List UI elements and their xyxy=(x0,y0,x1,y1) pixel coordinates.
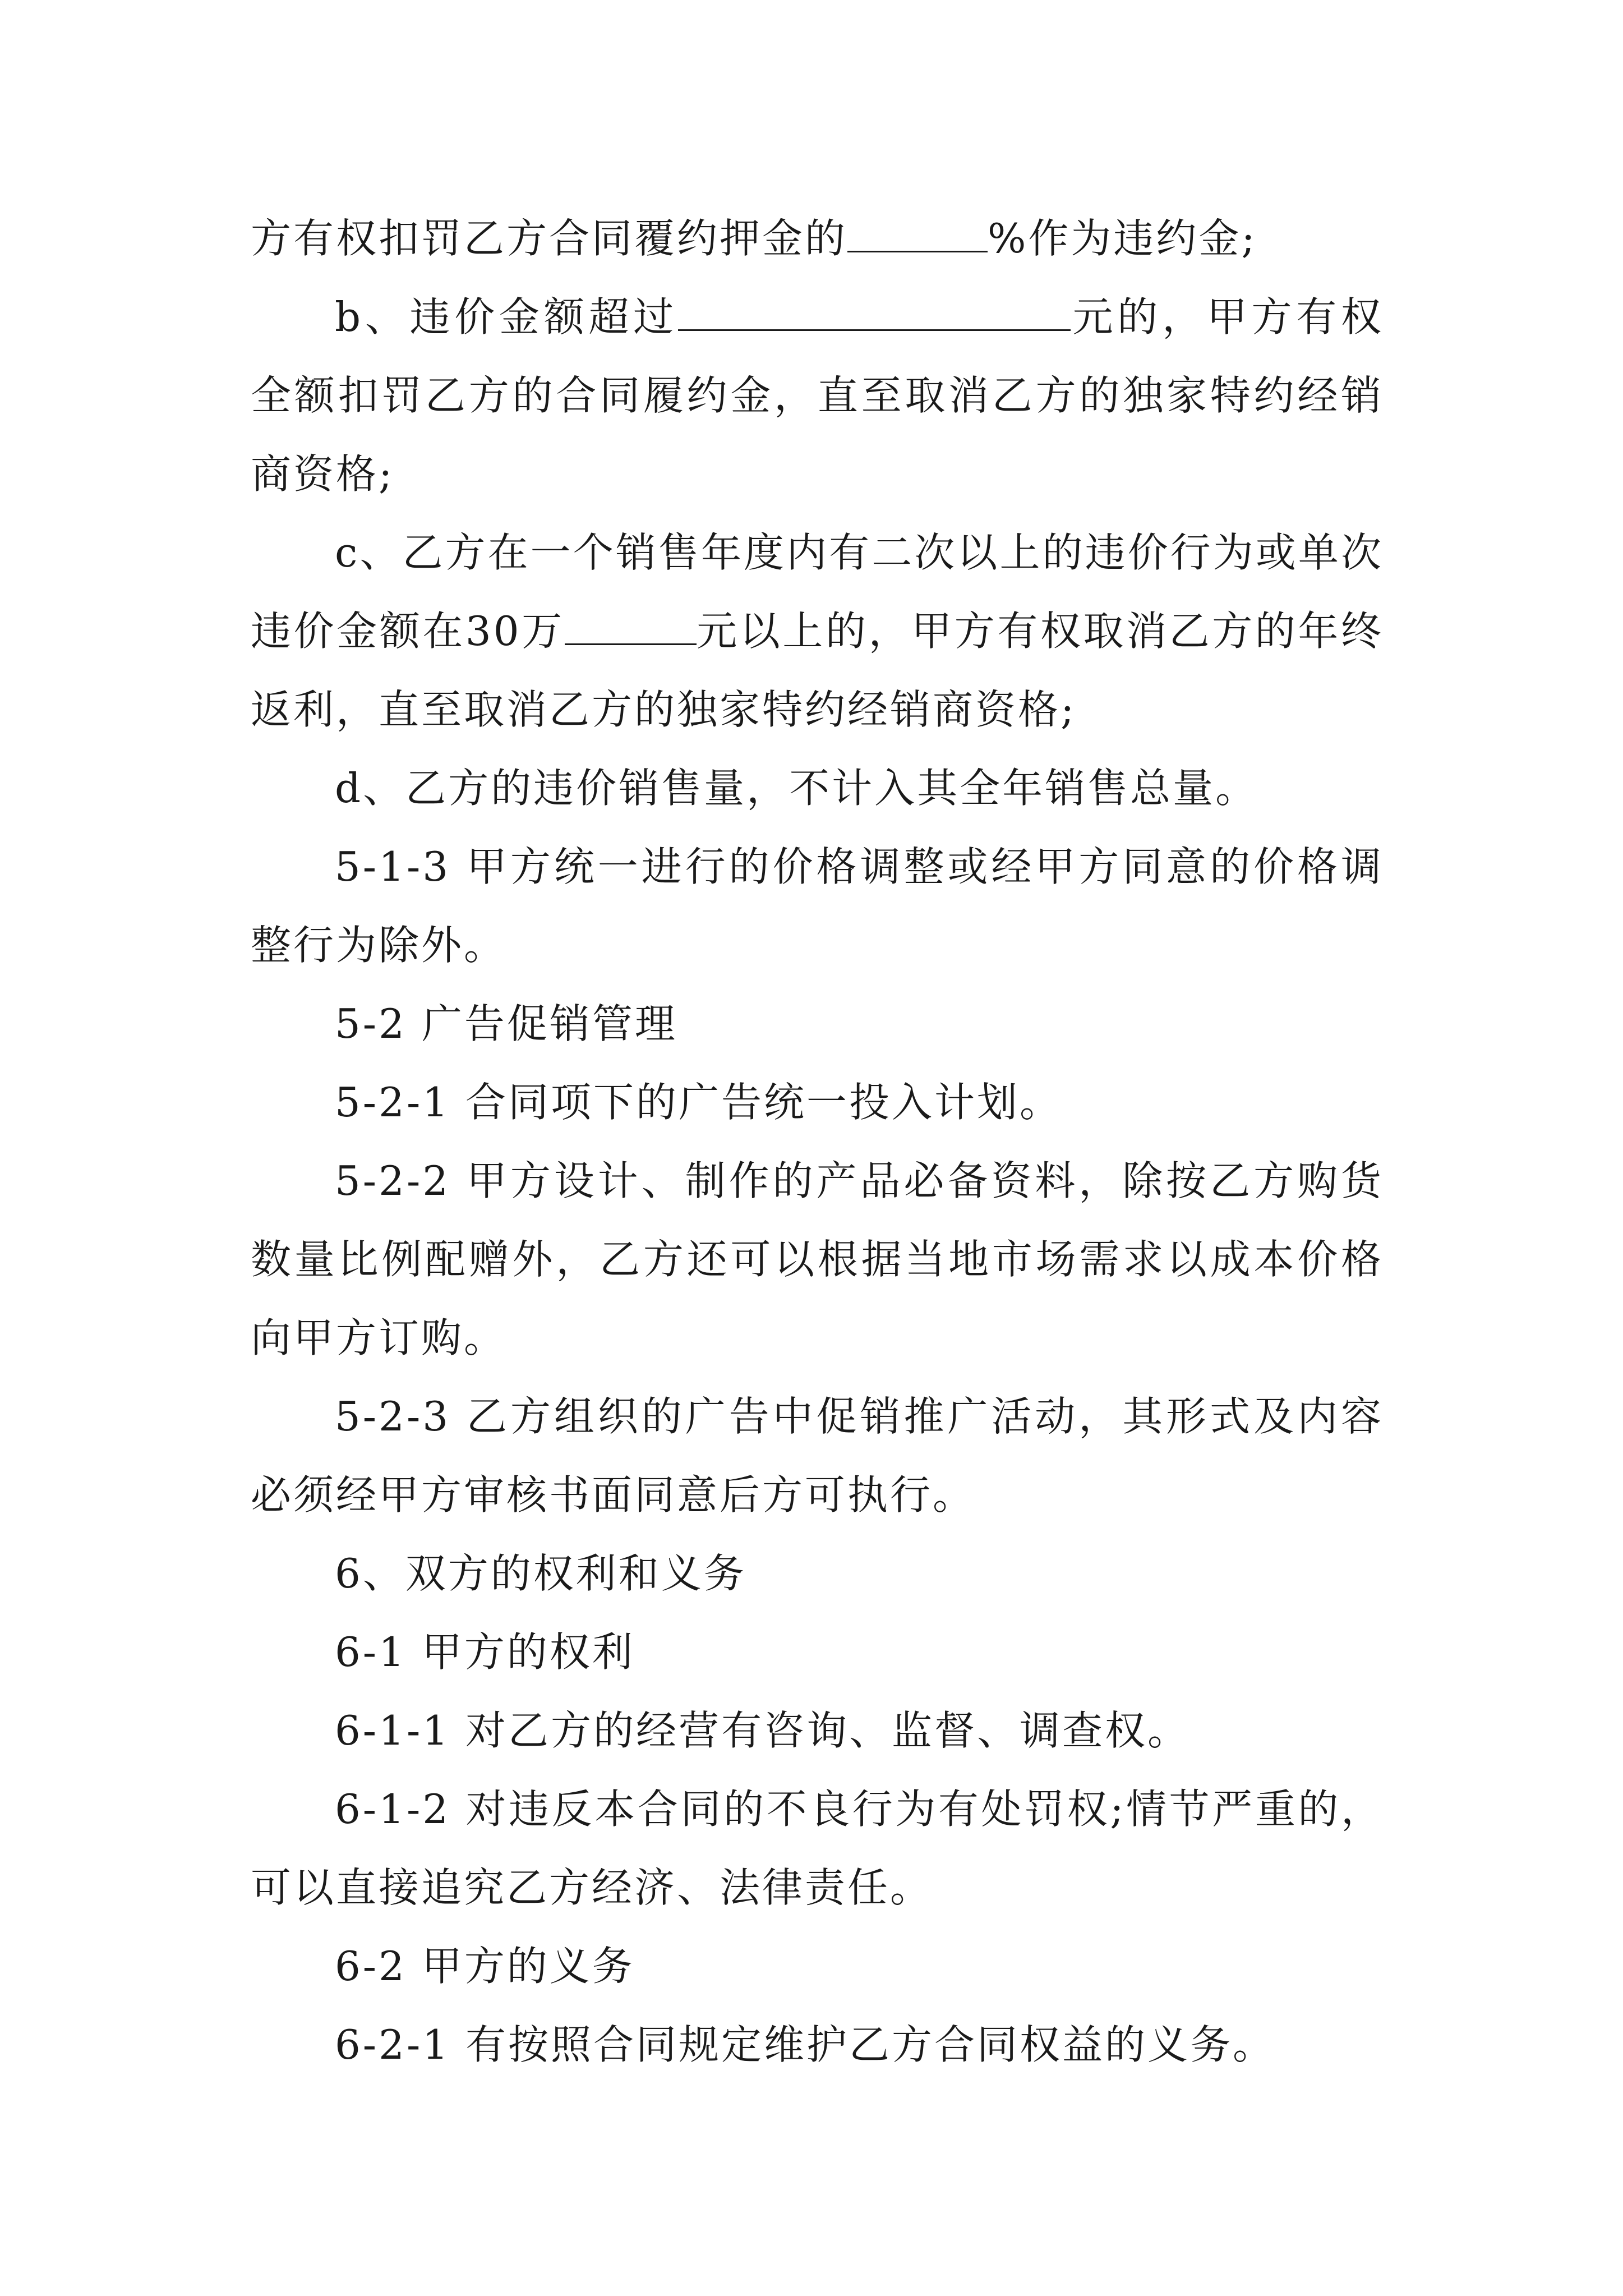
paragraph xyxy=(251,749,1384,827)
paragraph xyxy=(251,513,1384,749)
document-body xyxy=(251,199,1384,2084)
paragraph-text: 5-2 广告促销管理 xyxy=(335,1000,677,1047)
paragraph xyxy=(251,1377,1384,1534)
paragraph xyxy=(251,984,1384,1063)
paragraph xyxy=(251,1691,1384,1770)
paragraph xyxy=(251,827,1384,984)
fill-in-blank xyxy=(847,217,988,252)
paragraph xyxy=(251,1142,1384,1377)
fill-in-blank xyxy=(565,610,697,645)
paragraph-text: b、违价金额超过 xyxy=(335,293,678,341)
paragraph-text: 元的，甲方有权全额扣罚乙方的合同履约金，直至取消乙方的独家特约经销商资格; xyxy=(251,293,1384,498)
paragraph xyxy=(251,278,1384,513)
paragraph xyxy=(251,1770,1384,1927)
paragraph-text: 元以上的，甲方有权取消乙方的年终返利，直至取消乙方的独家特约经销商资格; xyxy=(251,608,1384,733)
paragraph xyxy=(251,2005,1384,2084)
paragraph-text: 5-1-3 甲方统一进行的价格调整或经甲方同意的价格调整行为除外。 xyxy=(251,843,1384,969)
paragraph xyxy=(251,199,1384,278)
paragraph-text: 6-2 甲方的义务 xyxy=(335,1943,635,1990)
paragraph-text: d、乙方的违价销售量，不计入其全年销售总量。 xyxy=(335,765,1258,812)
paragraph-text: 6、双方的权利和义务 xyxy=(335,1550,746,1597)
paragraph-text: 6-1 甲方的权利 xyxy=(335,1628,635,1676)
paragraph xyxy=(251,1534,1384,1613)
paragraph-text: 6-1-1 对乙方的经营有咨询、监督、调查权。 xyxy=(335,1707,1190,1754)
paragraph-text: %作为违约金; xyxy=(988,215,1257,262)
paragraph-text: 6-2-1 有按照合同规定维护乙方合同权益的义务。 xyxy=(335,2021,1275,2068)
paragraph-text: c、乙方在一个销售年度内有二次以上的违价行为或单次违价金额在30万 xyxy=(251,529,1384,655)
paragraph-text: 5-2-2 甲方设计、制作的产品必备资料，除按乙方购货数量比例配赠外，乙方还可以根据当地市场需求以成本价格向甲方订购。 xyxy=(251,1157,1384,1361)
paragraph-text: 6-1-2 对违反本合同的不良行为有处罚权;情节严重的，可以直接追究乙方经济、法律责任。 xyxy=(251,1786,1384,1911)
fill-in-blank xyxy=(678,296,1071,331)
paragraph-text: 5-2-1 合同项下的广告统一投入计划。 xyxy=(335,1079,1062,1126)
paragraph-text: 方有权扣罚乙方合同覆约押金的 xyxy=(251,215,848,262)
paragraph xyxy=(251,1613,1384,1691)
paragraph xyxy=(251,1927,1384,2005)
paragraph-text: 5-2-3 乙方组织的广告中促销推广活动，其形式及内容必须经甲方审核书面同意后方可执行。 xyxy=(251,1393,1384,1519)
paragraph xyxy=(251,1063,1384,1142)
